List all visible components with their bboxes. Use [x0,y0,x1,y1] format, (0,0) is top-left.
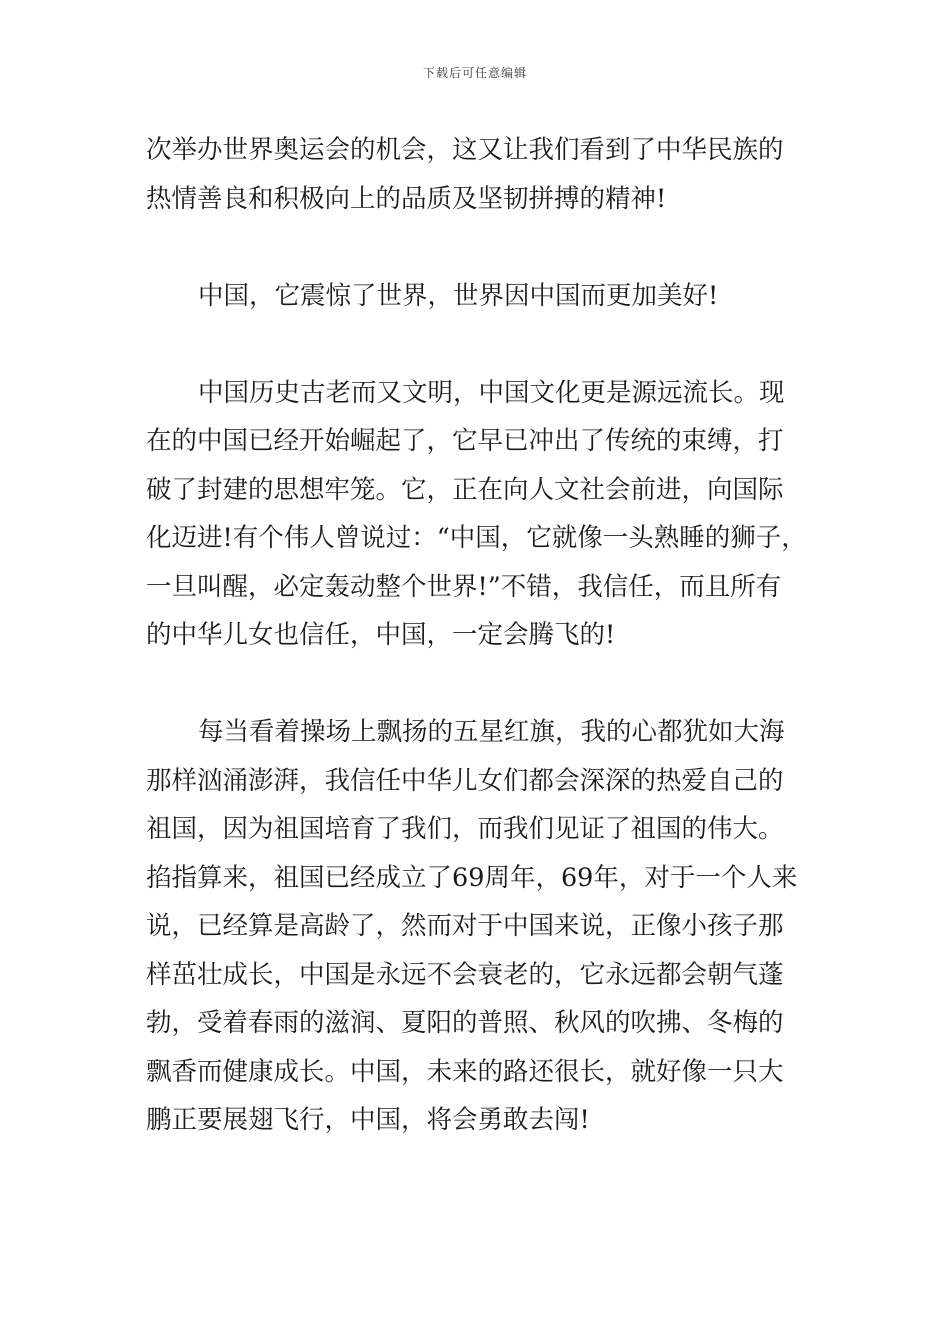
text-line: 勃，受着春雨的滋润、夏阳的普照、秋风的吹拂、冬梅的 [146,1008,784,1038]
paragraph-2 [146,272,812,321]
text-line: 鹏正要展翅飞行，中国，将会勇敢去闯! [146,1105,590,1135]
text-line: 化迈进!有个伟人曾说过：“中国，它就像一头熟睡的狮子， [146,523,807,553]
document-body [146,126,812,1145]
text-line: 那样汹涌澎湃，我信任中华儿女们都会深深的热爱自己的 [146,765,784,796]
text-line: 中国，它震惊了世界，世界因中国而更加美好! [198,280,719,311]
text-line: 说，已经算是高龄了，然而对于中国来说，正像小孩子那 [146,911,784,941]
text-line: 一旦叫醒，必定轰动整个世界!”不错，我信任，而且所有 [146,571,782,602]
paragraph-spacer [146,223,812,272]
text-line: 祖国，因为祖国培育了我们，而我们见证了祖国的伟大。 [146,814,784,844]
page-header: 下载后可任意编辑 [422,66,527,80]
text-line: 热情善良和积极向上的品质及坚韧拼搏的精神! [146,183,667,214]
text-line: 掐指算来，祖国已经成立了69周年，69年，对于一个人来 [146,862,798,893]
text-line: 样茁壮成长，中国是永远不会衰老的，它永远都会朝气蓬 [146,959,784,990]
paragraph-4 [146,708,812,1145]
text-line: 中国历史古老而又文明，中国文化更是源远流长。现 [198,377,785,408]
paragraph-1 [146,126,812,223]
paragraph-spacer [146,660,812,709]
text-line: 破了封建的思想牢笼。它，正在向人文社会前进，向国际 [146,474,784,505]
paragraph-spacer [146,320,812,369]
text-line: 每当看着操场上飘扬的五星红旗，我的心都犹如大海 [198,717,785,747]
text-line: 次举办世界奥运会的机会，这又让我们看到了中华民族的 [146,135,784,165]
text-line: 在的中国已经开始崛起了，它早已冲出了传统的束缚，打 [146,426,784,456]
text-line: 飘香而健康成长。中国，未来的路还很长，就好像一只大 [146,1056,784,1087]
paragraph-3 [146,369,812,660]
text-line: 的中华儿女也信任，中国，一定会腾飞的! [146,620,616,650]
